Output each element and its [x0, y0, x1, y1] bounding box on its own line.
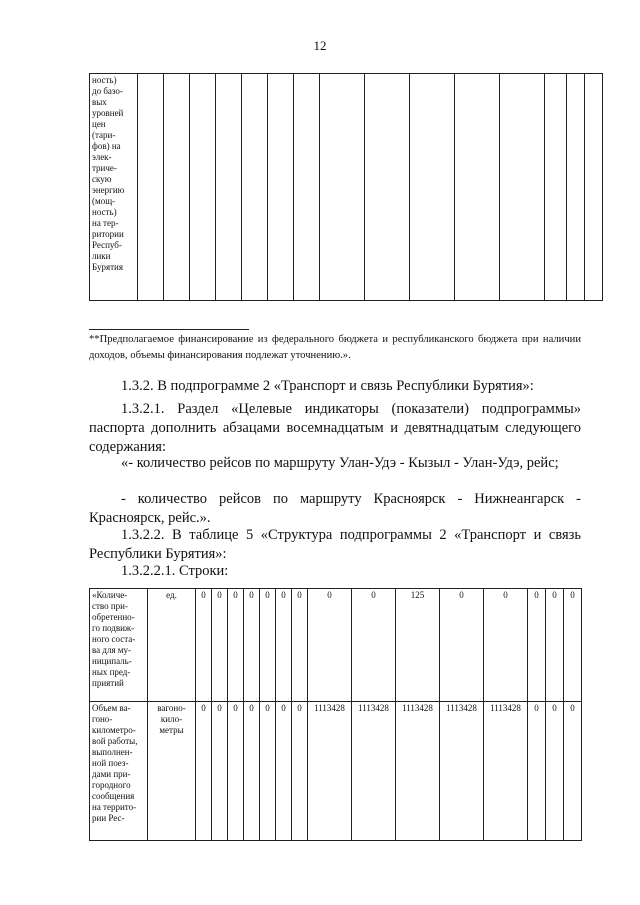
value-cell: 125 [396, 589, 440, 702]
table-cell-indicator: ность) до базо- вых уровней цен (тари- фов) на элек- триче- скую энергию (мощ- ность) на тер- ритории Респуб- лики Бурятия [90, 74, 138, 301]
value-cell: 1113428 [440, 702, 484, 841]
value-cell: 0 [440, 589, 484, 702]
value-cell: 0 [528, 702, 546, 841]
table-cell [216, 74, 242, 301]
value-cell: 0 [292, 589, 308, 702]
table-cell [190, 74, 216, 301]
table-row [90, 74, 603, 301]
indicator-name-cell: «Количе- ство при- обретенно- го подвиж- ного соста- ва для му- ниципаль- ных пред- приятий [90, 589, 148, 702]
value-cell: 0 [196, 702, 212, 841]
paragraph-table5: 1.3.2.2. В таблице 5 «Структура подпрограммы 2 «Транспорт и связь Республики Бурятия»: [89, 527, 581, 562]
value-cell: 1113428 [396, 702, 440, 841]
value-cell: 0 [564, 702, 582, 841]
table-cell [294, 74, 320, 301]
paragraph-route-ulan-ude: «- количество рейсов по маршруту Улан-Удэ - Кызыл - Улан-Удэ, рейс; [121, 455, 559, 471]
table-cell [585, 74, 603, 301]
table-cell [138, 74, 164, 301]
value-cell: 0 [260, 702, 276, 841]
value-cell: 0 [260, 589, 276, 702]
table-cell [545, 74, 567, 301]
value-cell: 0 [212, 702, 228, 841]
table-cell [410, 74, 455, 301]
value-cell: 0 [564, 589, 582, 702]
continued-table [89, 73, 603, 301]
table-row [90, 702, 582, 841]
value-cell: 0 [352, 589, 396, 702]
paragraph-indicators: 1.3.2.1. Раздел «Целевые индикаторы (показатели) подпрограммы» паспорта дополнить абзацами восемнадцатым и девятнадцатым следующего содержания: [89, 401, 581, 455]
value-cell: 0 [276, 589, 292, 702]
paragraph-route-krasnoyarsk: - количество рейсов по маршруту Красноярск - Нижнеангарск - Красноярск, рейс.». [89, 491, 581, 526]
value-cell: 1113428 [484, 702, 528, 841]
value-cell: 0 [244, 702, 260, 841]
value-cell: 0 [528, 589, 546, 702]
value-cell: 0 [276, 702, 292, 841]
paragraph-subprogram: 1.3.2. В подпрограмме 2 «Транспорт и связь Республики Бурятия»: [121, 378, 534, 394]
value-cell: 0 [484, 589, 528, 702]
table-cell [500, 74, 545, 301]
value-cell: 1113428 [352, 702, 396, 841]
table-5-rows [89, 588, 582, 841]
unit-cell: ед. [148, 589, 196, 702]
table-cell [455, 74, 500, 301]
value-cell: 0 [228, 702, 244, 841]
value-cell: 0 [546, 702, 564, 841]
table-cell [268, 74, 294, 301]
unit-cell: вагоно- кило- метры [148, 702, 196, 841]
value-cell: 0 [244, 589, 260, 702]
page-number: 12 [313, 38, 327, 53]
footnote-rule [89, 329, 249, 330]
value-cell: 1113428 [308, 702, 352, 841]
table-cell [164, 74, 190, 301]
footnote: **Предполагаемое финансирование из федерального бюджета и республиканского бюджета при наличии доходов, объемы финансирования подлежат уточнению.». [89, 334, 581, 361]
value-cell: 0 [292, 702, 308, 841]
table-cell [567, 74, 585, 301]
value-cell: 0 [546, 589, 564, 702]
table-row [90, 589, 582, 702]
value-cell: 0 [308, 589, 352, 702]
value-cell: 0 [212, 589, 228, 702]
indicator-name-cell: Объем ва- гоно- километро- вой работы, выполнен- ной поез- дами при- городного сообщения на террито- рии Рес- [90, 702, 148, 841]
value-cell: 0 [196, 589, 212, 702]
table-cell [320, 74, 365, 301]
table-cell [242, 74, 268, 301]
value-cell: 0 [228, 589, 244, 702]
paragraph-rows: 1.3.2.2.1. Строки: [121, 563, 229, 579]
table-cell [365, 74, 410, 301]
